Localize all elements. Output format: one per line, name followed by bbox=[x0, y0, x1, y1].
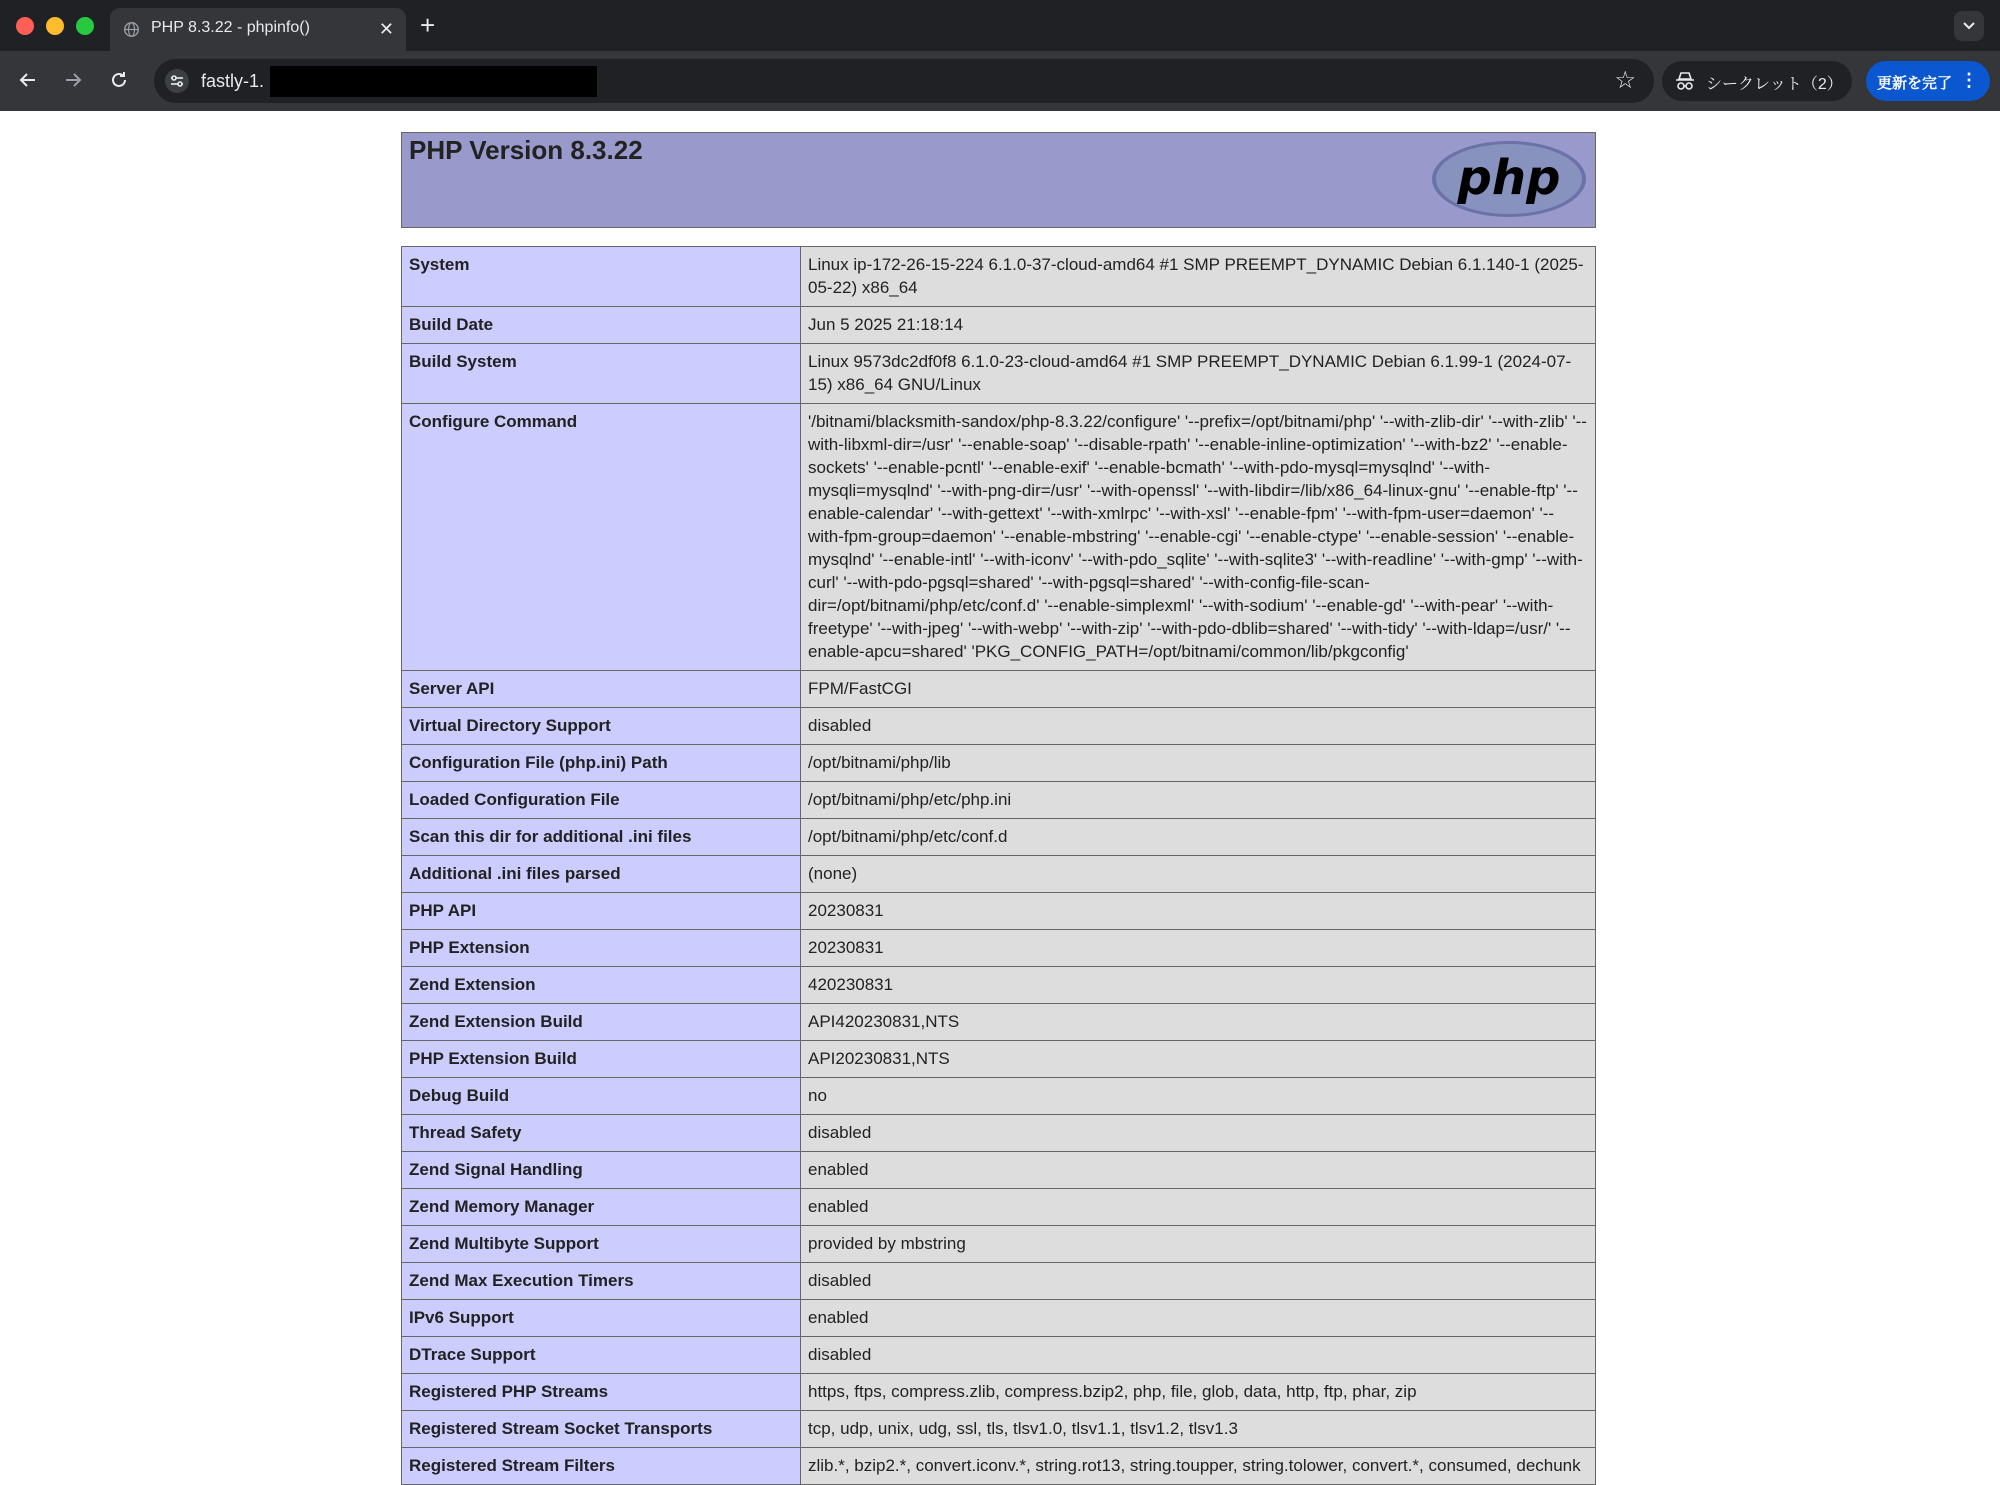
row-value: provided by mbstring bbox=[801, 1226, 1596, 1263]
table-row bbox=[402, 1115, 1596, 1152]
table-row bbox=[402, 819, 1596, 856]
tab-strip bbox=[0, 0, 2000, 51]
table-row bbox=[402, 893, 1596, 930]
row-label: Zend Multibyte Support bbox=[402, 1226, 801, 1263]
url-text[interactable]: fastly-1. bbox=[201, 71, 265, 91]
row-value: enabled bbox=[801, 1152, 1596, 1189]
row-value: tcp, udp, unix, udg, ssl, tls, tlsv1.0, tlsv1.1, tlsv1.2, tlsv1.3 bbox=[801, 1411, 1596, 1448]
table-row bbox=[402, 1041, 1596, 1078]
table-row bbox=[402, 344, 1596, 404]
table-row bbox=[402, 782, 1596, 819]
row-value: disabled bbox=[801, 1115, 1596, 1152]
globe-icon bbox=[123, 21, 140, 38]
arrow-right-icon bbox=[63, 70, 83, 90]
row-value: /opt/bitnami/php/lib bbox=[801, 745, 1596, 782]
table-row bbox=[402, 708, 1596, 745]
row-value: Jun 5 2025 21:18:14 bbox=[801, 307, 1596, 344]
row-label: Registered PHP Streams bbox=[402, 1374, 801, 1411]
table-row bbox=[402, 1152, 1596, 1189]
row-label: Zend Memory Manager bbox=[402, 1189, 801, 1226]
page-content bbox=[0, 111, 2000, 1475]
row-value: https, ftps, compress.zlib, compress.bzip2, php, file, glob, data, http, ftp, phar, zip bbox=[801, 1374, 1596, 1411]
row-value: /opt/bitnami/php/etc/conf.d bbox=[801, 819, 1596, 856]
minimize-window-button[interactable] bbox=[46, 17, 64, 35]
row-label: PHP Extension Build bbox=[402, 1041, 801, 1078]
close-window-button[interactable] bbox=[16, 17, 34, 35]
php-logo-text: php bbox=[1457, 150, 1561, 206]
row-value: (none) bbox=[801, 856, 1596, 893]
row-label: DTrace Support bbox=[402, 1337, 801, 1374]
row-label: Configure Command bbox=[402, 404, 801, 671]
row-label: Build System bbox=[402, 344, 801, 404]
row-label: Zend Extension Build bbox=[402, 1004, 801, 1041]
table-row bbox=[402, 1226, 1596, 1263]
row-value: disabled bbox=[801, 1263, 1596, 1300]
url-redaction bbox=[270, 66, 597, 97]
maximize-window-button[interactable] bbox=[76, 17, 94, 35]
row-label: Additional .ini files parsed bbox=[402, 856, 801, 893]
incognito-icon bbox=[1675, 71, 1695, 91]
row-value: API20230831,NTS bbox=[801, 1041, 1596, 1078]
table-row bbox=[402, 1263, 1596, 1300]
incognito-label: シークレット（2） bbox=[1706, 76, 1843, 93]
row-value: '/bitnami/blacksmith-sandox/php-8.3.22/configure' '--prefix=/opt/bitnami/php' '--with-zlib-dir' '--with-zlib' '--with-libxml-dir=/usr' '--enable-soap' '--disable-rpath' '--enable-inline-optimization' '--with-bz2' '--enable-sockets' '--enable-pcntl' '--enable-exif' '--enable-bcmath' '--with-pdo-mysql=mysqlnd' '--with-mysqli=mysqlnd' '--with-png-dir=/usr' '--with-openssl' '--with-libdir=/lib/x86_64-linux-gnu' '--enable-ftp' '--enable-calendar' '--with-gettext' '--with-xmlrpc' '--with-xsl' '--enable-fpm' '--with-fpm-user=daemon' '--with-fpm-group=daemon' '--enable-mbstring' '--enable-cgi' '--enable-ctype' '--enable-session' '--enable-mysqlnd' '--enable-intl' '--with-iconv' '--with-pdo_sqlite' '--with-sqlite3' '--with-readline' '--with-gmp' '--with-curl' '--with-pdo-pgsql=shared' '--with-pgsql=shared' '--with-config-file-scan-dir=/opt/bitnami/php/etc/conf.d' '--enable-simplexml' '--with-sodium' '--enable-gd' '--with-pear' '--with-freetype' '--with-jpeg' '--with-webp' '--with-zip' '--with-pdo-dblib=shared' '--with-tidy' '--with-ldap=/usr/' '--enable-apcu=shared' 'PKG_CONFIG_PATH=/opt/bitnami/common/lib/pkgconfig' bbox=[801, 404, 1596, 671]
site-info-icon[interactable] bbox=[164, 68, 190, 94]
row-value: FPM/FastCGI bbox=[801, 671, 1596, 708]
row-label: Scan this dir for additional .ini files bbox=[402, 819, 801, 856]
table-row bbox=[402, 1004, 1596, 1041]
row-value: Linux 9573dc2df0f8 6.1.0-23-cloud-amd64 #1 SMP PREEMPT_DYNAMIC Debian 6.1.99-1 (2024-07-15) x86_64 GNU/Linux bbox=[801, 344, 1596, 404]
more-menu-icon[interactable]: ⋮ bbox=[1960, 70, 1978, 90]
reload-button[interactable] bbox=[104, 65, 134, 95]
row-label: IPv6 Support bbox=[402, 1300, 801, 1337]
table-row bbox=[402, 856, 1596, 893]
row-label: Zend Extension bbox=[402, 967, 801, 1004]
arrow-left-icon bbox=[18, 70, 38, 90]
reload-icon bbox=[109, 70, 129, 90]
row-value: disabled bbox=[801, 1337, 1596, 1374]
table-row bbox=[402, 1300, 1596, 1337]
table-row bbox=[402, 745, 1596, 782]
phpinfo-table bbox=[401, 246, 1596, 1485]
bookmark-star-icon[interactable]: ☆ bbox=[1614, 67, 1636, 94]
row-value: 20230831 bbox=[801, 930, 1596, 967]
row-value: enabled bbox=[801, 1189, 1596, 1226]
phpinfo-header-table bbox=[401, 132, 1596, 228]
forward-button[interactable] bbox=[58, 65, 88, 95]
row-label: PHP API bbox=[402, 893, 801, 930]
table-row bbox=[402, 1337, 1596, 1374]
row-label: Registered Stream Socket Transports bbox=[402, 1411, 801, 1448]
row-label: Configuration File (php.ini) Path bbox=[402, 745, 801, 782]
row-label: Thread Safety bbox=[402, 1115, 801, 1152]
close-tab-icon[interactable]: ✕ bbox=[378, 19, 394, 39]
row-label: PHP Extension bbox=[402, 930, 801, 967]
finish-update-button[interactable] bbox=[1866, 61, 1990, 101]
row-value: 420230831 bbox=[801, 967, 1596, 1004]
phpinfo-header bbox=[402, 133, 1596, 228]
row-label: Registered Stream Filters bbox=[402, 1448, 801, 1485]
php-logo bbox=[1430, 139, 1588, 219]
table-row bbox=[402, 930, 1596, 967]
row-label: Loaded Configuration File bbox=[402, 782, 801, 819]
phpinfo-container bbox=[401, 132, 1596, 1485]
tab-title: PHP 8.3.22 - phpinfo() bbox=[151, 19, 310, 36]
browser-toolbar bbox=[0, 51, 2000, 111]
table-row bbox=[402, 1189, 1596, 1226]
incognito-indicator[interactable] bbox=[1662, 61, 1852, 101]
table-row bbox=[402, 967, 1596, 1004]
row-label: Zend Signal Handling bbox=[402, 1152, 801, 1189]
table-row bbox=[402, 1078, 1596, 1115]
row-label: Server API bbox=[402, 671, 801, 708]
chevron-down-icon bbox=[1962, 21, 1976, 31]
row-value: enabled bbox=[801, 1300, 1596, 1337]
table-row bbox=[402, 247, 1596, 307]
table-row bbox=[402, 307, 1596, 344]
row-label: Debug Build bbox=[402, 1078, 801, 1115]
back-button[interactable] bbox=[13, 65, 43, 95]
page-title: PHP Version 8.3.22 bbox=[409, 135, 643, 165]
address-bar[interactable] bbox=[154, 59, 1654, 103]
table-row bbox=[402, 404, 1596, 671]
table-row bbox=[402, 1374, 1596, 1411]
row-value: zlib.*, bzip2.*, convert.iconv.*, string.rot13, string.toupper, string.tolower, convert.*, consumed, dechunk bbox=[801, 1448, 1596, 1485]
row-value: API420230831,NTS bbox=[801, 1004, 1596, 1041]
row-label: Build Date bbox=[402, 307, 801, 344]
phpinfo-rows bbox=[402, 247, 1596, 1485]
row-label: Virtual Directory Support bbox=[402, 708, 801, 745]
row-value: /opt/bitnami/php/etc/php.ini bbox=[801, 782, 1596, 819]
tab-search-button[interactable] bbox=[1954, 11, 1984, 41]
new-tab-button[interactable]: + bbox=[420, 10, 436, 40]
row-value: Linux ip-172-26-15-224 6.1.0-37-cloud-amd64 #1 SMP PREEMPT_DYNAMIC Debian 6.1.140-1 (2025-05-22) x86_64 bbox=[801, 247, 1596, 307]
tab-phpinfo[interactable] bbox=[110, 8, 406, 51]
row-value: disabled bbox=[801, 708, 1596, 745]
table-row bbox=[402, 1448, 1596, 1485]
update-label: 更新を完了 bbox=[1877, 75, 1953, 92]
row-label: Zend Max Execution Timers bbox=[402, 1263, 801, 1300]
row-value: 20230831 bbox=[801, 893, 1596, 930]
table-row bbox=[402, 1411, 1596, 1448]
row-value: no bbox=[801, 1078, 1596, 1115]
row-label: System bbox=[402, 247, 801, 307]
table-row bbox=[402, 671, 1596, 708]
